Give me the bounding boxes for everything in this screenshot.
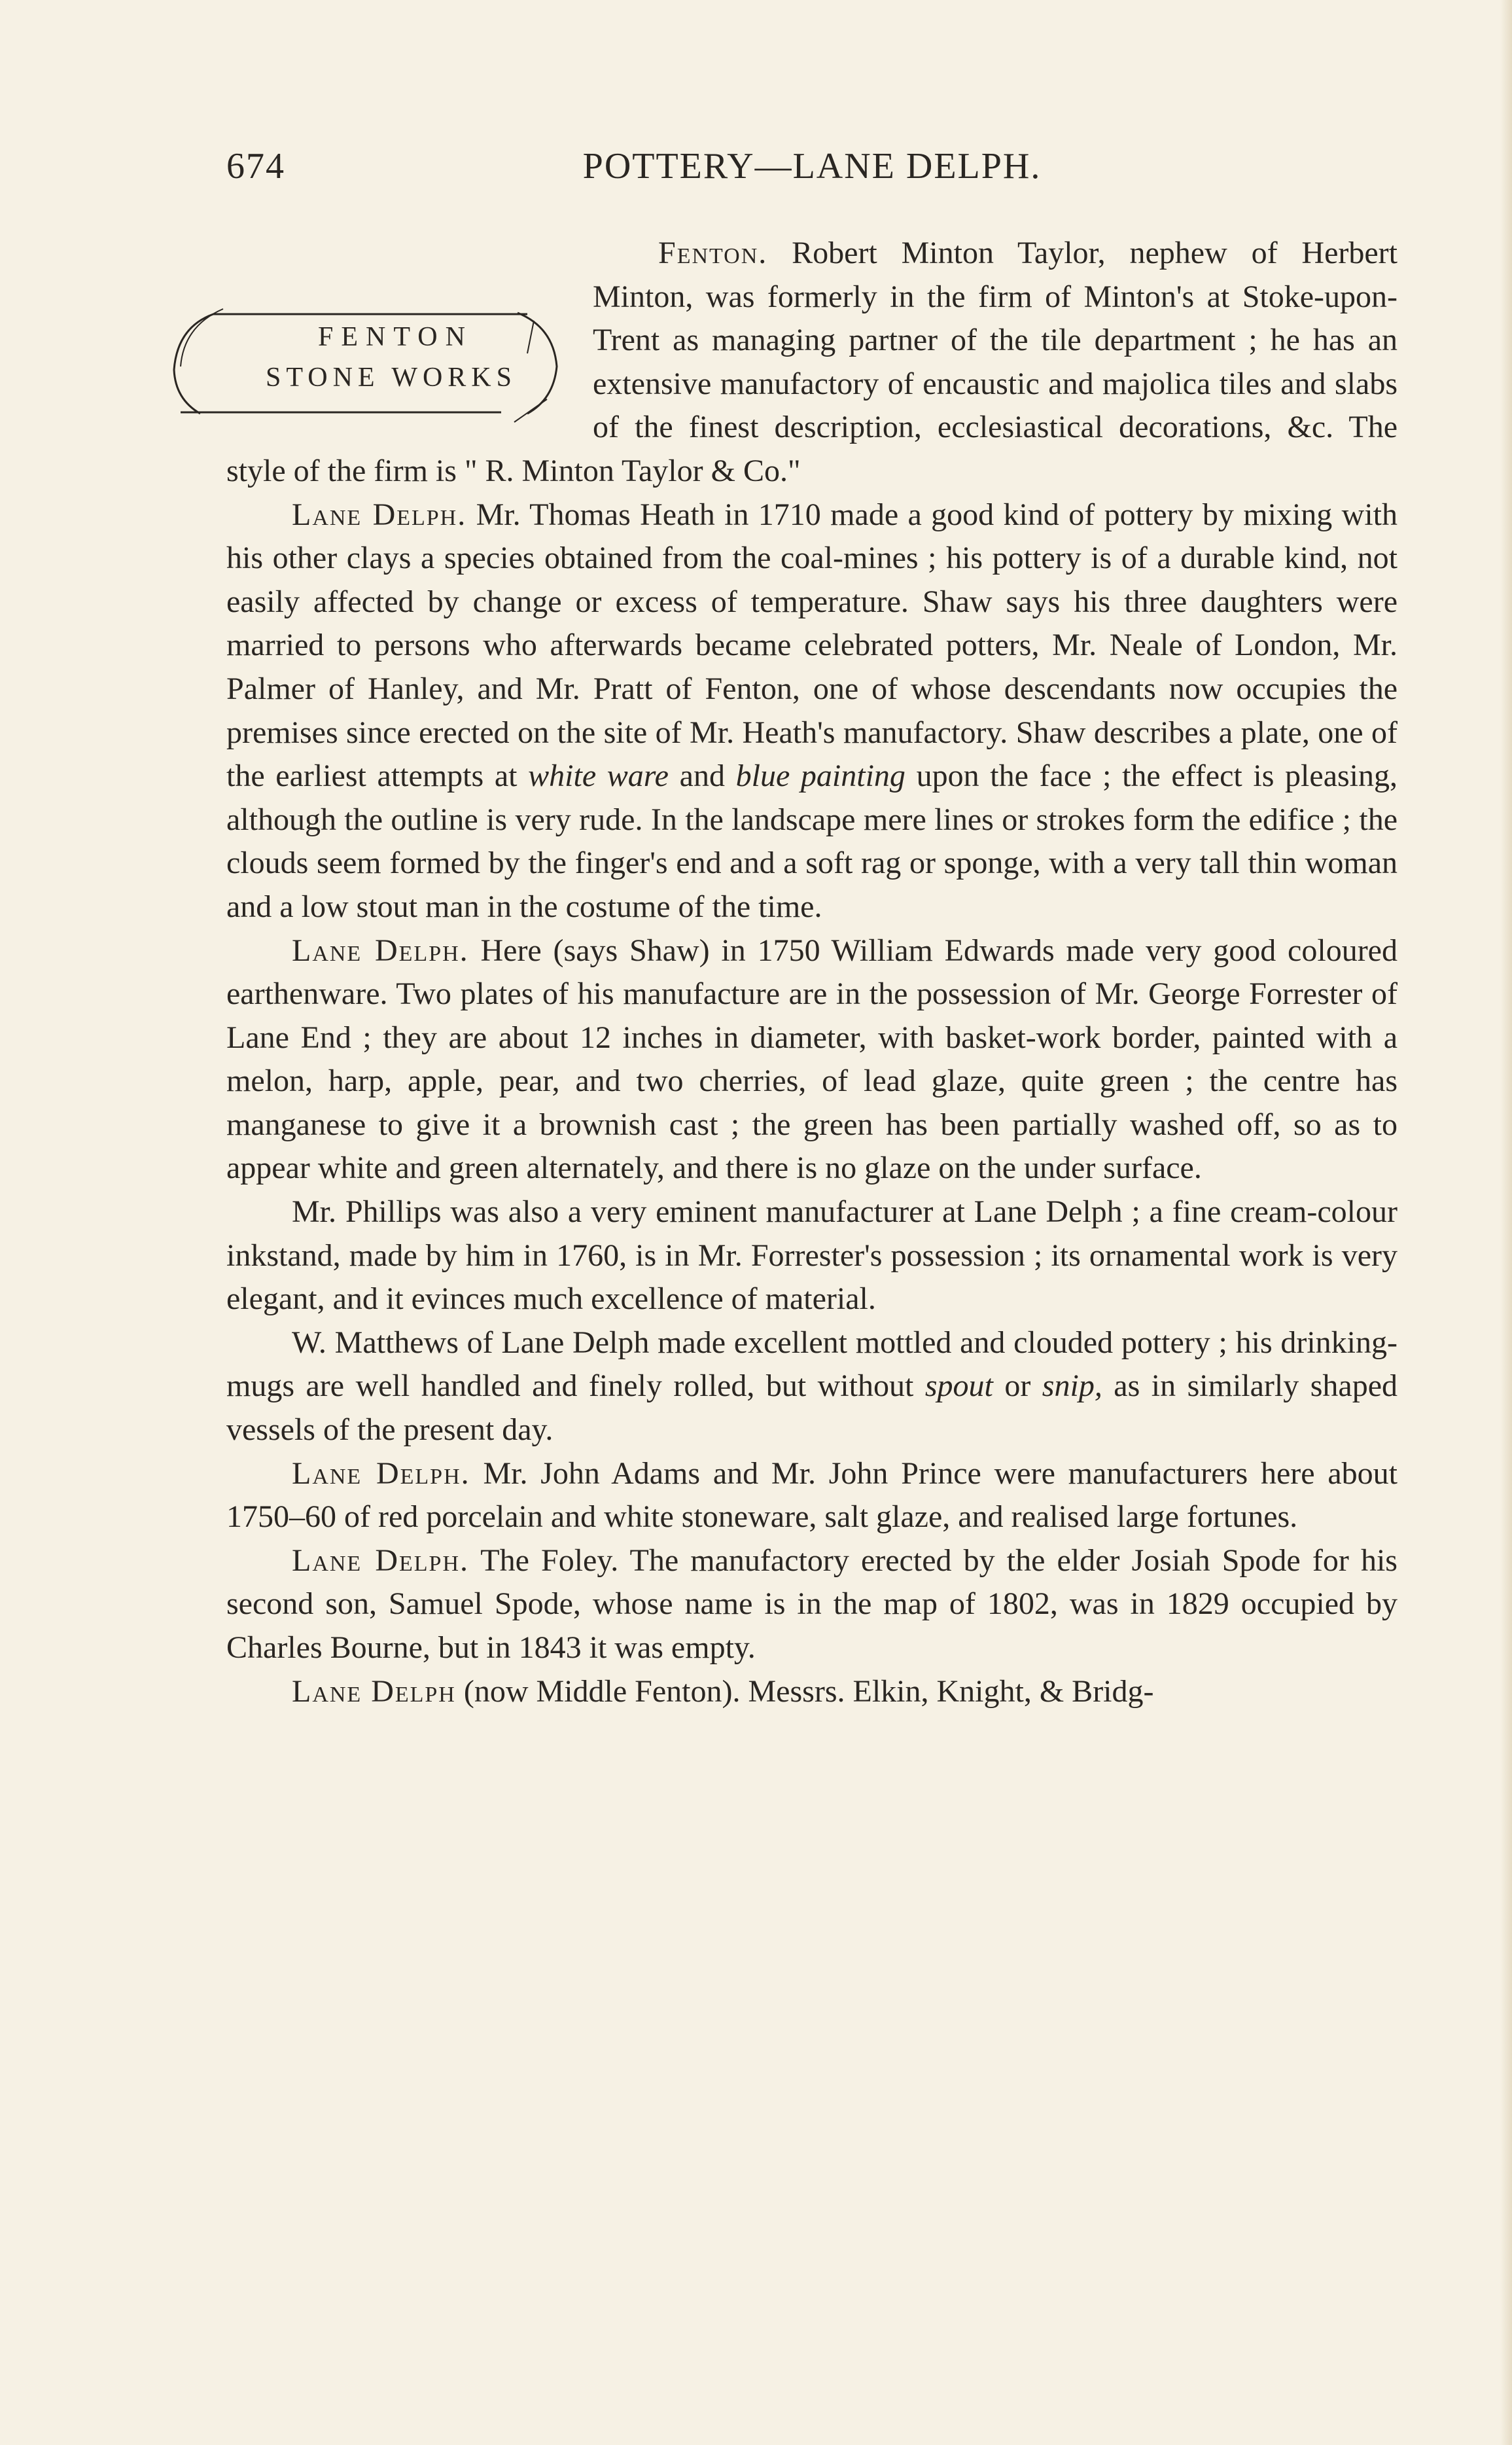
paragraph-phillips xyxy=(226,1190,1398,1321)
paragraph-text: Mr. Phillips was also a very eminent manufacturer at Lane Delph ; a fine cream-colour inkstand, made by him in 1760, is in Mr. Forrester's possession ; its ornamental work is very elegant, and it evinces much excellence of material. xyxy=(226,1194,1398,1317)
paragraph-text: upon the face ; the effect is pleasing, although the outline is very rude. In the landscape mere lines or strokes form the edifice ; the clouds seem formed by the finger's end and a soft rag or sponge, with a very tall thin woman and a low stout man in the costume of the time. xyxy=(226,758,1398,924)
paragraph-text: Mr. Thomas Heath in 1710 made a good kind of pottery by mixing with his other clays a species obtained from the coal-mines ; his pottery is of a durable kind, not easily affected by change or excess of temperature. Shaw says his three daughters were married to persons who afterwards became celebrated potters, Mr. Neale of London, Mr. Palmer of Hanley, and Mr. Pratt of Fenton, one of whose descendants now occupies the premises since erected on the site of Mr. Heath's manufactory. Shaw describes a plate, one of the earliest attempts at xyxy=(226,497,1398,794)
page-header xyxy=(226,145,1398,191)
paragraph-william-edwards xyxy=(226,929,1398,1191)
running-head: POTTERY—LANE DELPH. xyxy=(582,146,1042,187)
paragraph-text: Robert Minton Taylor, nephew of Herbert Minton, was formerly in the firm of Minton's at Stoke-upon-Trent as managing partner of the tile department ; he has an extensive manufactory of encaustic and majolica tiles and slabs of the finest description, ecclesiastical decorations, &c. The style of the firm is " R. Minton Taylor & Co." xyxy=(226,236,1398,488)
paragraph-lead: Lane Delph. xyxy=(292,1455,470,1491)
paragraph-lead: Lane Delph. xyxy=(292,497,467,532)
paragraph-lead: Fenton. xyxy=(658,236,768,270)
body-text xyxy=(226,232,1398,1713)
paragraph-text: W. Matthews of Lane Delph made excellent mottled and clouded pottery ; his drinking-mugs are well handled and finely rolled, but without xyxy=(226,1325,1398,1404)
page-edge xyxy=(1500,0,1512,2445)
italic-term: snip, xyxy=(1042,1368,1102,1404)
paragraph-text: Here (says Shaw) in 1750 William Edwards made very good coloured earthenware. Two plates of his manufacture are in the possession of Mr. George Forrester of Lane End ; they are about 12 inches in diameter, with basket-work border, painted with a melon, harp, apple, pear, and two cherries, of lead glaze, quite green ; the centre has manganese to give it a brownish cast ; the green has been partially washed off, so as to appear white and green alternately, and there is no glaze on the under surface. xyxy=(226,933,1398,1186)
paragraph-lead: Lane Delph. xyxy=(292,933,469,968)
page-number: 674 xyxy=(226,146,285,187)
paragraph-text: The Foley. The manufactory erected by the elder Josiah Spode for his second son, Samuel Spode, whose name is in the map of 1802, was in 1829 occupied by Charles Bourne, but in 1843 it was empty. xyxy=(226,1543,1398,1665)
paragraph-lead: Lane Delph xyxy=(292,1673,456,1709)
paragraph-fenton xyxy=(226,232,1398,493)
mark-text-fenton: FENTON xyxy=(318,322,473,352)
italic-term: spout xyxy=(924,1368,993,1404)
italic-term: white ware xyxy=(528,758,669,794)
paragraph-thomas-heath xyxy=(226,493,1398,929)
paragraph-text: or xyxy=(993,1368,1042,1404)
paragraph-text: (now Middle Fenton). Messrs. Elkin, Knight, & Bridg- xyxy=(455,1673,1154,1709)
fenton-stone-works-mark xyxy=(161,275,573,448)
paragraph-the-foley xyxy=(226,1539,1398,1670)
paragraph-matthews xyxy=(226,1321,1398,1452)
paragraph-text: Mr. John Adams and Mr. John Prince were manufacturers here about 1750–60 of red porcelain and white stoneware, salt glaze, and realised large fortunes. xyxy=(226,1455,1398,1535)
paragraph-text: and xyxy=(669,758,736,794)
mark-text-stone-works: STONE WORKS xyxy=(266,363,517,393)
paragraph-elkin-knight xyxy=(226,1670,1398,1714)
paragraph-lead: Lane Delph. xyxy=(292,1543,469,1578)
paragraph-text: as in similarly shaped vessels of the present day. xyxy=(226,1368,1398,1448)
italic-term: blue painting xyxy=(735,758,905,794)
paragraph-adams-prince xyxy=(226,1452,1398,1539)
